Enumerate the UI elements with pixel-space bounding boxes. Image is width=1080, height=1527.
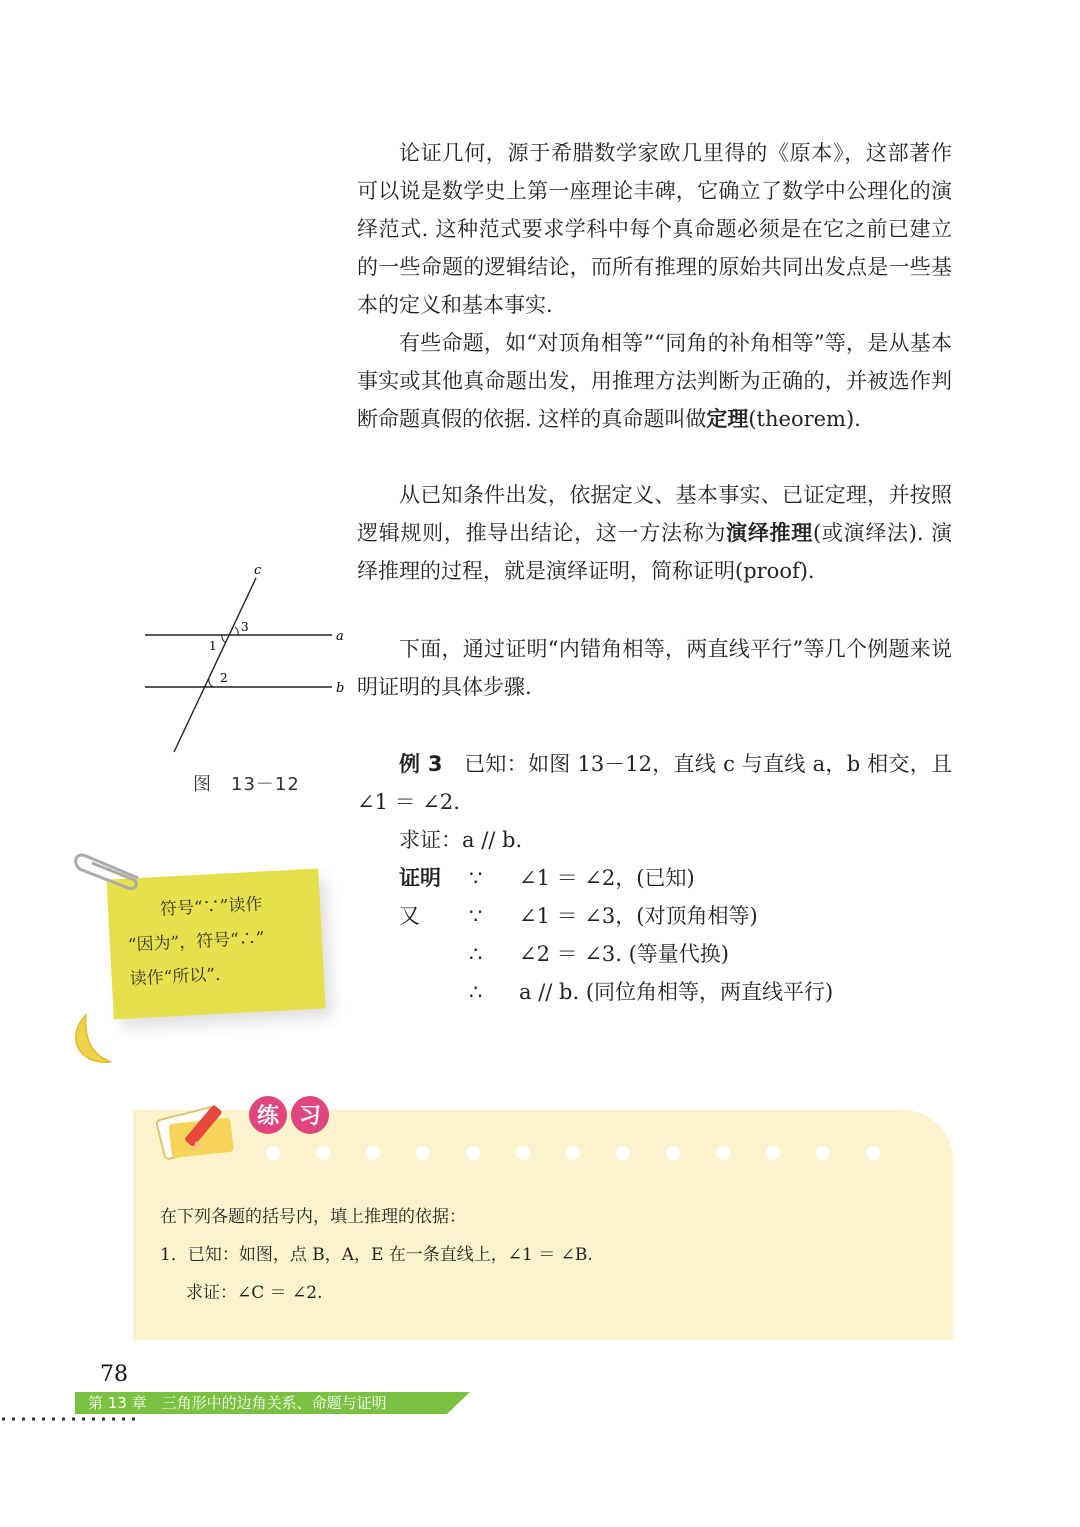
- practice-title-char-2: 习: [298, 1104, 322, 1129]
- paragraph-examples-intro: 下面，通过证明“内错角相等，两直线平行”等几个例题来说明证明的具体步骤.: [357, 637, 952, 699]
- figure-caption: 图 13－12: [193, 774, 300, 795]
- proof-row-1: [357, 859, 952, 897]
- pencil-paper-icon: [156, 1104, 234, 1159]
- proof-row-3: [357, 935, 952, 973]
- practice-title-char-1: 练: [256, 1104, 280, 1129]
- example-label: 例 3: [399, 752, 443, 776]
- proof-symbol: ∵: [469, 904, 483, 928]
- label-angle-1: 1: [209, 639, 217, 653]
- paragraph-theorem-end: (theorem).: [748, 407, 861, 431]
- paragraph-theorem: [357, 324, 952, 438]
- proof-symbol: ∵: [469, 866, 483, 890]
- moon-decoration-icon: [66, 1010, 136, 1070]
- example-given-text: 已知：如图 13－12，直线 c 与直线 a，b 相交，且∠1 ＝ ∠2.: [357, 752, 952, 814]
- label-c: c: [254, 563, 262, 578]
- label-angle-3: 3: [241, 620, 249, 634]
- angle-2-arc: [209, 678, 213, 687]
- label-angle-2: 2: [220, 671, 228, 685]
- practice-question-1-prove: 求证：∠C ＝ ∠2.: [186, 1283, 323, 1303]
- proof-row-4: [357, 973, 952, 1011]
- proof-symbol: ∴: [469, 942, 483, 966]
- example-prove: [357, 821, 952, 859]
- proof-label: 证明: [399, 866, 441, 890]
- paragraph-deduction-text: 从已知条件出发，依据定义、基本事实、已证定理，并按照逻辑规则，推导出结论，这一方法称为: [357, 483, 952, 545]
- paragraph-theorem-text: 有些命题，如“对顶角相等”“同角的补角相等”等，是从基本事实或其他真命题出发，用推理方法判断为正确的，并被选作判断命题真假的依据. 这样的真命题叫做: [357, 331, 952, 431]
- practice-question-1: 1．已知：如图，点 B，A，E 在一条直线上，∠1 ＝ ∠B.: [160, 1245, 593, 1265]
- term-theorem: 定理: [706, 407, 749, 431]
- page-number: 78: [100, 1362, 128, 1387]
- proof-statement: ∠1 ＝ ∠2，(已知): [519, 866, 695, 890]
- term-deduction: 演绎推理: [726, 521, 813, 545]
- proof-symbol: ∴: [469, 980, 483, 1004]
- practice-content: [160, 1198, 920, 1312]
- practice-dot-row: [265, 1145, 905, 1161]
- note-line-2: “因为”，符号“∴”: [127, 928, 266, 956]
- figure-parallel-lines: [140, 560, 350, 760]
- angle-3-arc: [235, 627, 238, 635]
- example-given: [357, 745, 952, 821]
- proof-lead: 又: [399, 904, 420, 928]
- proof-statement: ∠1 ＝ ∠3，(对顶角相等): [519, 904, 758, 928]
- label-a: a: [336, 629, 344, 644]
- example-prove-text: 求证：a // b.: [399, 828, 523, 852]
- paragraph-deduction: [357, 476, 952, 590]
- note-line-3: 读作“所以”.: [129, 964, 221, 990]
- proof-statement: ∠2 ＝ ∠3. (等量代换): [519, 942, 729, 966]
- example-3: [357, 745, 952, 1011]
- paragraph-intro: 论证几何，源于希腊数学家欧几里得的《原本》，这部著作可以说是数学史上第一座理论丰碑，它确立了数学中公理化的演绎范式. 这种范式要求学科中每个真命题必须是在它之前已建立的一些命题的逻辑结论，而所有推理的原始共同出发点是一些基本的定义和基本事实.: [357, 141, 952, 317]
- sticky-note: [66, 840, 356, 1070]
- footer-dotted-line: [0, 1416, 140, 1422]
- proof-statement: a // b. (同位角相等，两直线平行): [519, 980, 834, 1004]
- practice-intro: 在下列各题的括号内，填上推理的依据：: [160, 1207, 466, 1227]
- paragraph-deduction-end: (或演绎法). 演绎推理的过程，就是演绎证明，简称证明(proof).: [357, 521, 952, 583]
- sticky-note-paper: [106, 869, 325, 1020]
- proof-row-2: [357, 897, 952, 935]
- note-line-1: 符号“∵”读作: [159, 894, 263, 920]
- label-b: b: [336, 681, 345, 696]
- paperclip-icon: [66, 840, 156, 890]
- chapter-title: 第 13 章 三角形中的边角关系、命题与证明: [88, 1394, 387, 1412]
- line-c: [174, 578, 256, 752]
- sticky-note-text: [125, 885, 315, 997]
